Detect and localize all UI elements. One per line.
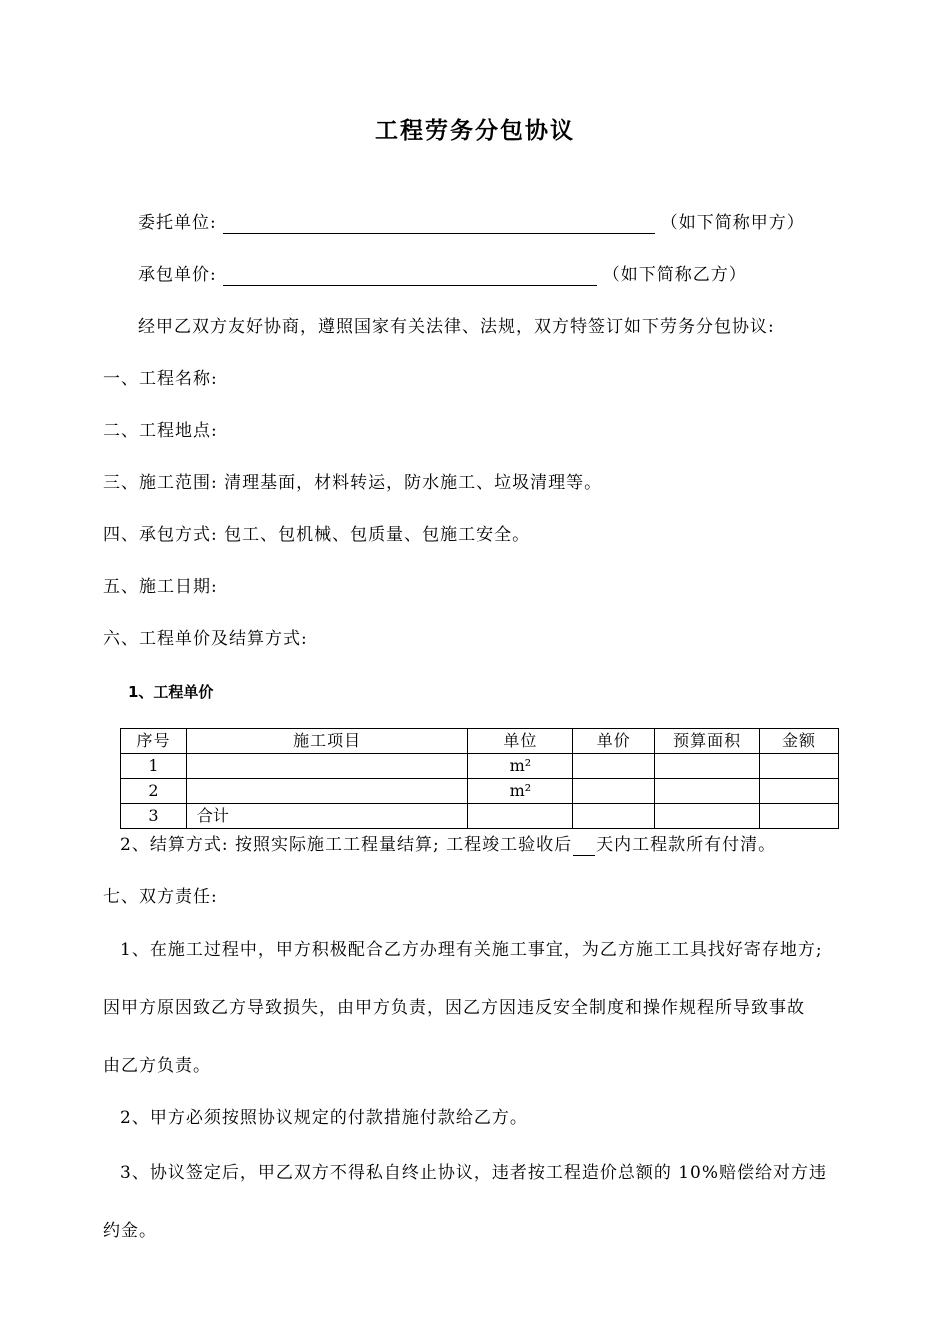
table-header-row	[121, 729, 839, 754]
header-cell: 单位	[468, 729, 573, 754]
table-cell: 3	[121, 804, 187, 829]
document-title: 工程劳务分包协议	[375, 118, 575, 144]
resp1-line1: 1、在施工过程中，甲方积极配合乙方办理有关施工事宜，为乙方施工工具找好寄存地方;	[120, 940, 823, 960]
contractor-line	[138, 264, 747, 286]
section-project-location: 二、工程地点:	[103, 421, 218, 441]
table-cell: 合计	[186, 804, 468, 829]
resp3-line1: 3、协议签定后，甲乙双方不得私自终止协议，违者按工程造价总额的 10%赔偿给对方违	[120, 1163, 828, 1183]
header-cell: 预算面积	[655, 729, 760, 754]
section-responsibilities: 七、双方责任:	[103, 887, 218, 907]
header-cell: 序号	[121, 729, 187, 754]
table-cell	[573, 804, 655, 829]
subheading-unit-price: 1、工程单价	[128, 683, 214, 701]
client-line	[138, 212, 805, 234]
table-row	[121, 779, 839, 804]
resp3-line2: 约金。	[103, 1221, 157, 1241]
client-suffix: （如下简称甲方）	[660, 213, 805, 233]
settlement-days-blank	[573, 839, 595, 856]
price-table	[120, 728, 839, 829]
section-dates: 五、施工日期:	[103, 577, 218, 597]
table-cell	[573, 779, 655, 804]
settlement-text: 2、结算方式: 按照实际施工工程量结算; 工程竣工验收后	[120, 835, 573, 855]
table-cell	[655, 754, 760, 779]
settlement-text-end: 天内工程款所有付清。	[596, 835, 777, 855]
table-row	[121, 754, 839, 779]
table-cell	[186, 754, 468, 779]
header-cell: 施工项目	[186, 729, 468, 754]
table-cell: m²	[468, 779, 573, 804]
table-cell: 1	[121, 754, 187, 779]
contractor-blank	[223, 267, 597, 286]
table-cell: 2	[121, 779, 187, 804]
resp2-line: 2、甲方必须按照协议规定的付款措施付款给乙方。	[120, 1108, 528, 1128]
section-project-name: 一、工程名称:	[103, 369, 218, 389]
client-blank	[223, 215, 655, 234]
contractor-suffix: （如下简称乙方）	[602, 265, 747, 285]
table-cell	[760, 754, 839, 779]
section-price-settlement: 六、工程单价及结算方式:	[103, 629, 308, 649]
client-label: 委托单位:	[138, 213, 217, 233]
header-cell: 单价	[573, 729, 655, 754]
header-cell: 金额	[760, 729, 839, 754]
resp1-line2: 因甲方原因致乙方导致损失，由甲方负责，因乙方因违反安全制度和操作规程所导致事故	[103, 998, 805, 1018]
table-cell	[655, 804, 760, 829]
table-row	[121, 804, 839, 829]
intro-paragraph: 经甲乙双方友好协商，遵照国家有关法律、法规，双方特签订如下劳务分包协议:	[138, 317, 775, 337]
table-cell	[760, 779, 839, 804]
settlement-line	[120, 834, 776, 856]
table-cell	[760, 804, 839, 829]
table-cell	[186, 779, 468, 804]
contractor-label: 承包单价:	[138, 265, 217, 285]
table-cell	[655, 779, 760, 804]
table-cell: m²	[468, 754, 573, 779]
resp1-line3: 由乙方负责。	[103, 1056, 211, 1076]
table-cell	[573, 754, 655, 779]
section-scope: 三、施工范围: 清理基面，材料转运，防水施工、垃圾清理等。	[103, 473, 603, 493]
table-cell	[468, 804, 573, 829]
section-contract-method: 四、承包方式: 包工、包机械、包质量、包施工安全。	[103, 525, 531, 545]
